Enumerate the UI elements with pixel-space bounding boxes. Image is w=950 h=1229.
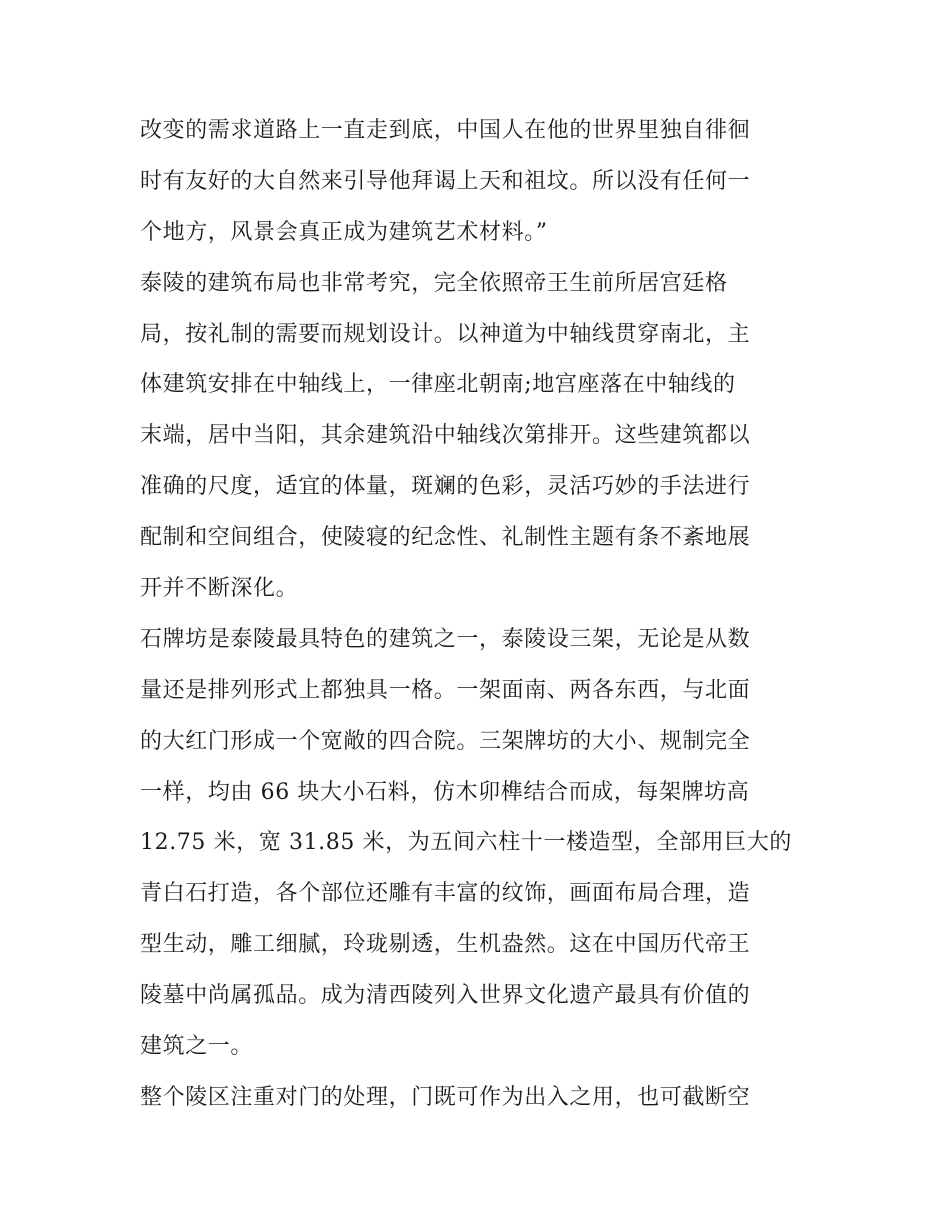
text-line: 泰陵的建筑布局也非常考究，完全依照帝王生前所居宫廷格 bbox=[140, 270, 728, 296]
text-line: 12.75 米，宽 31.85 米，为五间六柱十一楼造型，全部用巨大的 bbox=[140, 830, 792, 856]
text-line: 建筑之一。 bbox=[140, 1034, 254, 1060]
text-line: 整个陵区注重对门的处理，门既可作为出入之用，也可截断空 bbox=[140, 1084, 751, 1110]
text-line: 末端，居中当阳，其余建筑沿中轴线次第排开。这些建筑都以 bbox=[140, 423, 751, 449]
text-line: 个地方，风景会真正成为建筑艺术材料。” bbox=[140, 219, 548, 245]
text-line: 体建筑安排在中轴线上，一律座北朝南;地宫座落在中轴线的 bbox=[140, 372, 736, 398]
text-line: 准确的尺度，适宜的体量，斑斓的色彩，灵活巧妙的手法进行 bbox=[140, 474, 751, 500]
text-line: 陵墓中尚属孤品。成为清西陵列入世界文化遗产最具有价值的 bbox=[140, 983, 751, 1009]
text-line: 局，按礼制的需要而规划设计。以神道为中轴线贯穿南北，主 bbox=[140, 321, 751, 347]
text-line: 时有友好的大自然来引导他拜谒上天和祖坟。所以没有任何一 bbox=[140, 168, 751, 194]
body-text bbox=[140, 106, 820, 1124]
text-line: 量还是排列形式上都独具一格。一架面南、两各东西，与北面 bbox=[140, 677, 751, 703]
text-line: 青白石打造，各个部位还雕有丰富的纹饰，画面布局合理，造 bbox=[140, 881, 751, 907]
text-line: 型生动，雕工细腻，玲珑剔透，生机盎然。这在中国历代帝王 bbox=[140, 932, 751, 958]
text-line: 的大红门形成一个宽敞的四合院。三架牌坊的大小、规制完全 bbox=[140, 728, 751, 754]
text-line: 石牌坊是泰陵最具特色的建筑之一，泰陵设三架，无论是从数 bbox=[140, 626, 751, 652]
text-line: 一样，均由 66 块大小石料，仿木卯榫结合而成，每架牌坊高 bbox=[140, 779, 750, 805]
text-line: 开并不断深化。 bbox=[140, 576, 299, 602]
text-line: 改变的需求道路上一直走到底，中国人在他的世界里独自徘徊 bbox=[140, 118, 751, 143]
text-line: 配制和空间组合，使陵寝的纪念性、礼制性主题有条不紊地展 bbox=[140, 525, 751, 551]
